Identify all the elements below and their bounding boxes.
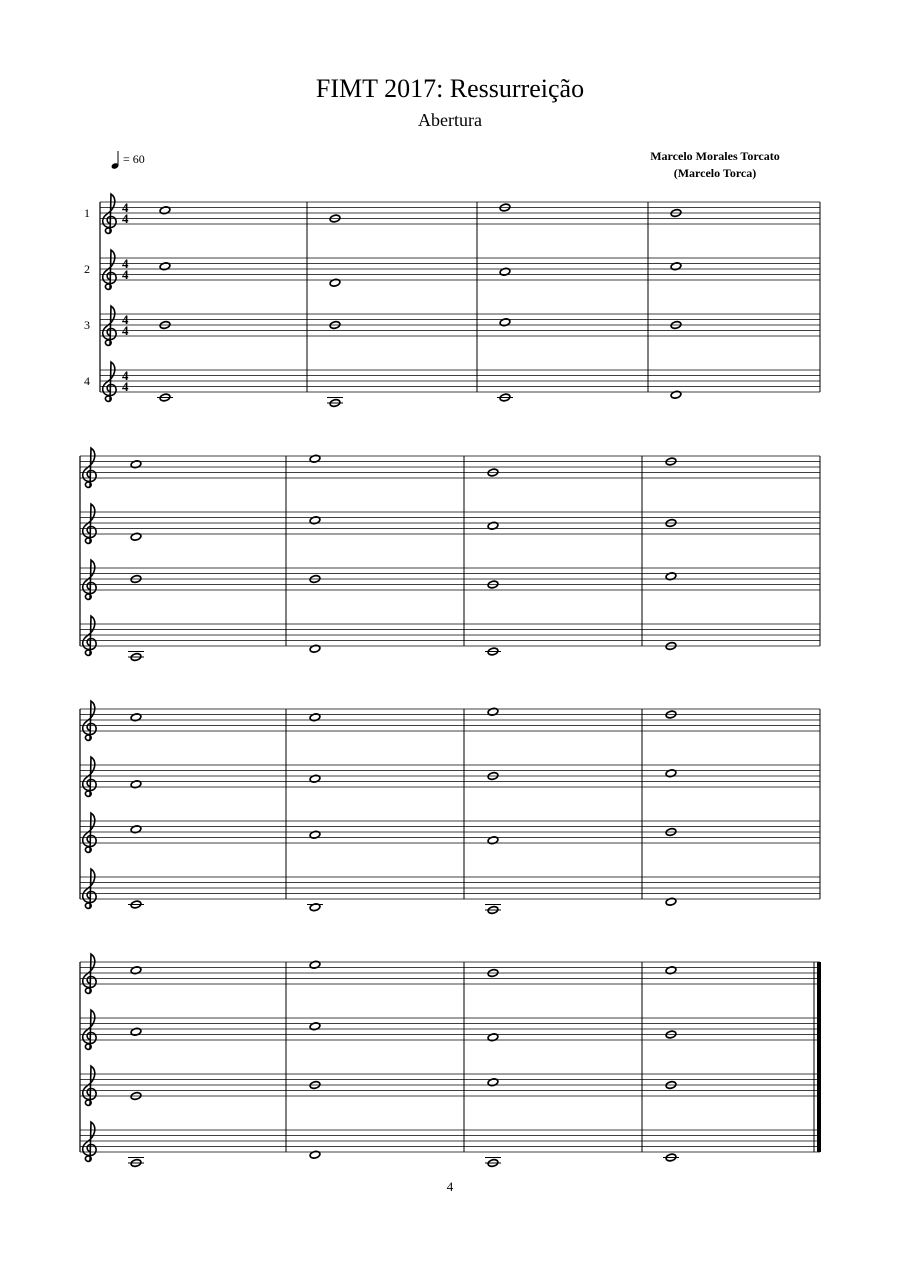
treble-clef-icon	[83, 1010, 96, 1049]
treble-clef-icon	[83, 504, 96, 543]
time-signature-top: 4	[122, 200, 129, 215]
staff	[80, 560, 820, 599]
staff	[80, 504, 820, 543]
staff	[84, 306, 820, 345]
treble-clef-icon	[83, 813, 96, 852]
staff-number-label: 2	[84, 262, 90, 276]
treble-clef-icon	[83, 869, 96, 908]
staff	[80, 869, 820, 914]
staff	[84, 362, 820, 407]
treble-clef-icon	[83, 701, 96, 740]
treble-clef-icon	[83, 1122, 96, 1161]
staff	[80, 954, 820, 993]
time-signature-bottom: 4	[122, 211, 129, 226]
page-number: 4	[446, 1179, 454, 1194]
treble-clef-icon	[103, 306, 116, 345]
staff	[84, 250, 820, 289]
composer-alias: (Marcelo Torca)	[673, 166, 757, 180]
system	[80, 701, 820, 914]
staff	[80, 813, 820, 852]
treble-clef-icon	[83, 616, 96, 655]
tempo-value: = 60	[123, 151, 145, 166]
movement-subtitle: Abertura	[418, 110, 482, 130]
score-title: FIMT 2017: Ressurreição	[315, 74, 585, 103]
time-signature-top: 4	[122, 368, 129, 383]
staff-number-label: 1	[84, 206, 90, 220]
system	[80, 448, 820, 661]
staff	[80, 1066, 820, 1105]
composer-name: Marcelo Morales Torcato	[650, 149, 780, 163]
time-signature-bottom: 4	[122, 323, 129, 338]
treble-clef-icon	[103, 362, 116, 401]
treble-clef-icon	[83, 1066, 96, 1105]
final-barline-thick	[817, 962, 821, 1152]
treble-clef-icon	[103, 250, 116, 289]
staff	[80, 757, 820, 796]
system	[84, 194, 820, 407]
time-signature-top: 4	[122, 312, 129, 327]
time-signature-bottom: 4	[122, 267, 129, 282]
staff	[80, 616, 820, 661]
staff	[84, 194, 820, 233]
staff	[80, 701, 820, 740]
staff	[80, 1010, 820, 1049]
treble-clef-icon	[83, 757, 96, 796]
treble-clef-icon	[83, 560, 96, 599]
time-signature-top: 4	[122, 256, 129, 271]
staff-number-label: 3	[84, 318, 90, 332]
system	[80, 954, 821, 1167]
staff	[80, 448, 820, 487]
treble-clef-icon	[103, 194, 116, 233]
staff	[80, 1122, 820, 1167]
treble-clef-icon	[83, 954, 96, 993]
staff-number-label: 4	[84, 374, 90, 388]
time-signature-bottom: 4	[122, 379, 129, 394]
treble-clef-icon	[83, 448, 96, 487]
